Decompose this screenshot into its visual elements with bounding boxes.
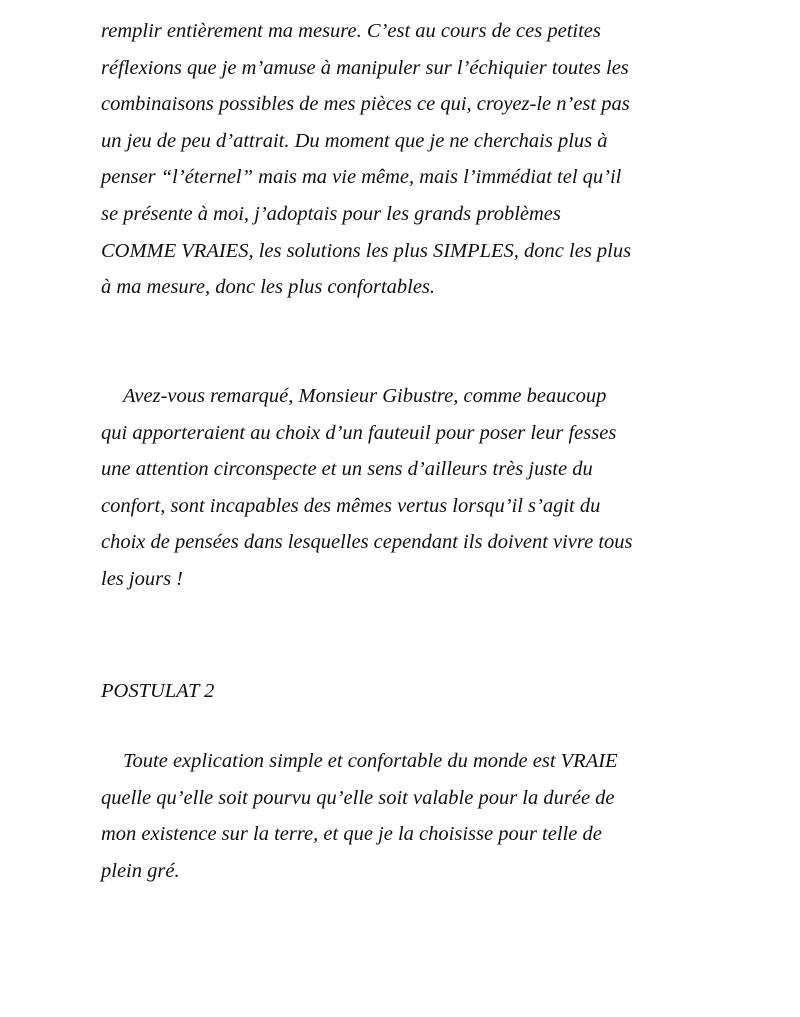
paragraph-line: se présente à moi, j’adoptais pour les grands problèmes <box>101 202 561 225</box>
paragraph-line: confort, sont incapables des mêmes vertus lorsqu’il s’agit du <box>101 494 601 517</box>
paragraph-line: combinaisons possibles de mes pièces ce qui, croyez-le n’est pas <box>101 93 630 116</box>
heading-text: POSTULAT 2 <box>101 680 215 702</box>
paragraph-line: plein gré. <box>101 859 180 882</box>
section-heading <box>101 673 701 710</box>
paragraph-2 <box>101 378 701 598</box>
paragraph-line: quelle qu’elle soit pourvu qu’elle soit valable pour la durée de <box>101 786 615 809</box>
paragraph-line: une attention circonspecte et un sens d’ailleurs très juste du <box>101 458 593 481</box>
paragraph-line: mon existence sur la terre, et que je la choisisse pour telle de <box>101 823 602 846</box>
paragraph-line: COMME VRAIES, les solutions les plus SIMPLES, donc les plus <box>101 239 632 262</box>
paragraph-line: un jeu de peu d’attrait. Du moment que je ne cherchais plus à <box>101 129 608 152</box>
paragraph-3 <box>101 743 701 889</box>
paragraph-line: remplir entièrement ma mesure. C’est au cours de ces petites <box>101 20 601 42</box>
paragraph-line: Toute explication simple et confortable du monde est VRAIE <box>123 750 618 772</box>
paragraph-line: choix de pensées dans lesquelles cependant ils doivent vivre tous <box>101 531 633 554</box>
paragraph-line: qui apporteraient au choix d’un fauteuil pour poser leur fesses <box>101 421 617 444</box>
paragraph-line: réflexions que je m’amuse à manipuler sur l’échiquier toutes les <box>101 56 629 79</box>
paragraph-1 <box>101 13 701 306</box>
paragraph-line: Avez-vous remarqué, Monsieur Gibustre, comme beaucoup <box>123 385 607 407</box>
paragraph-line: à ma mesure, donc les plus confortables. <box>101 276 436 299</box>
paragraph-line: les jours ! <box>101 567 183 590</box>
paragraph-line: penser “l’éternel” mais ma vie même, mais l’immédiat tel qu’il <box>101 166 622 189</box>
